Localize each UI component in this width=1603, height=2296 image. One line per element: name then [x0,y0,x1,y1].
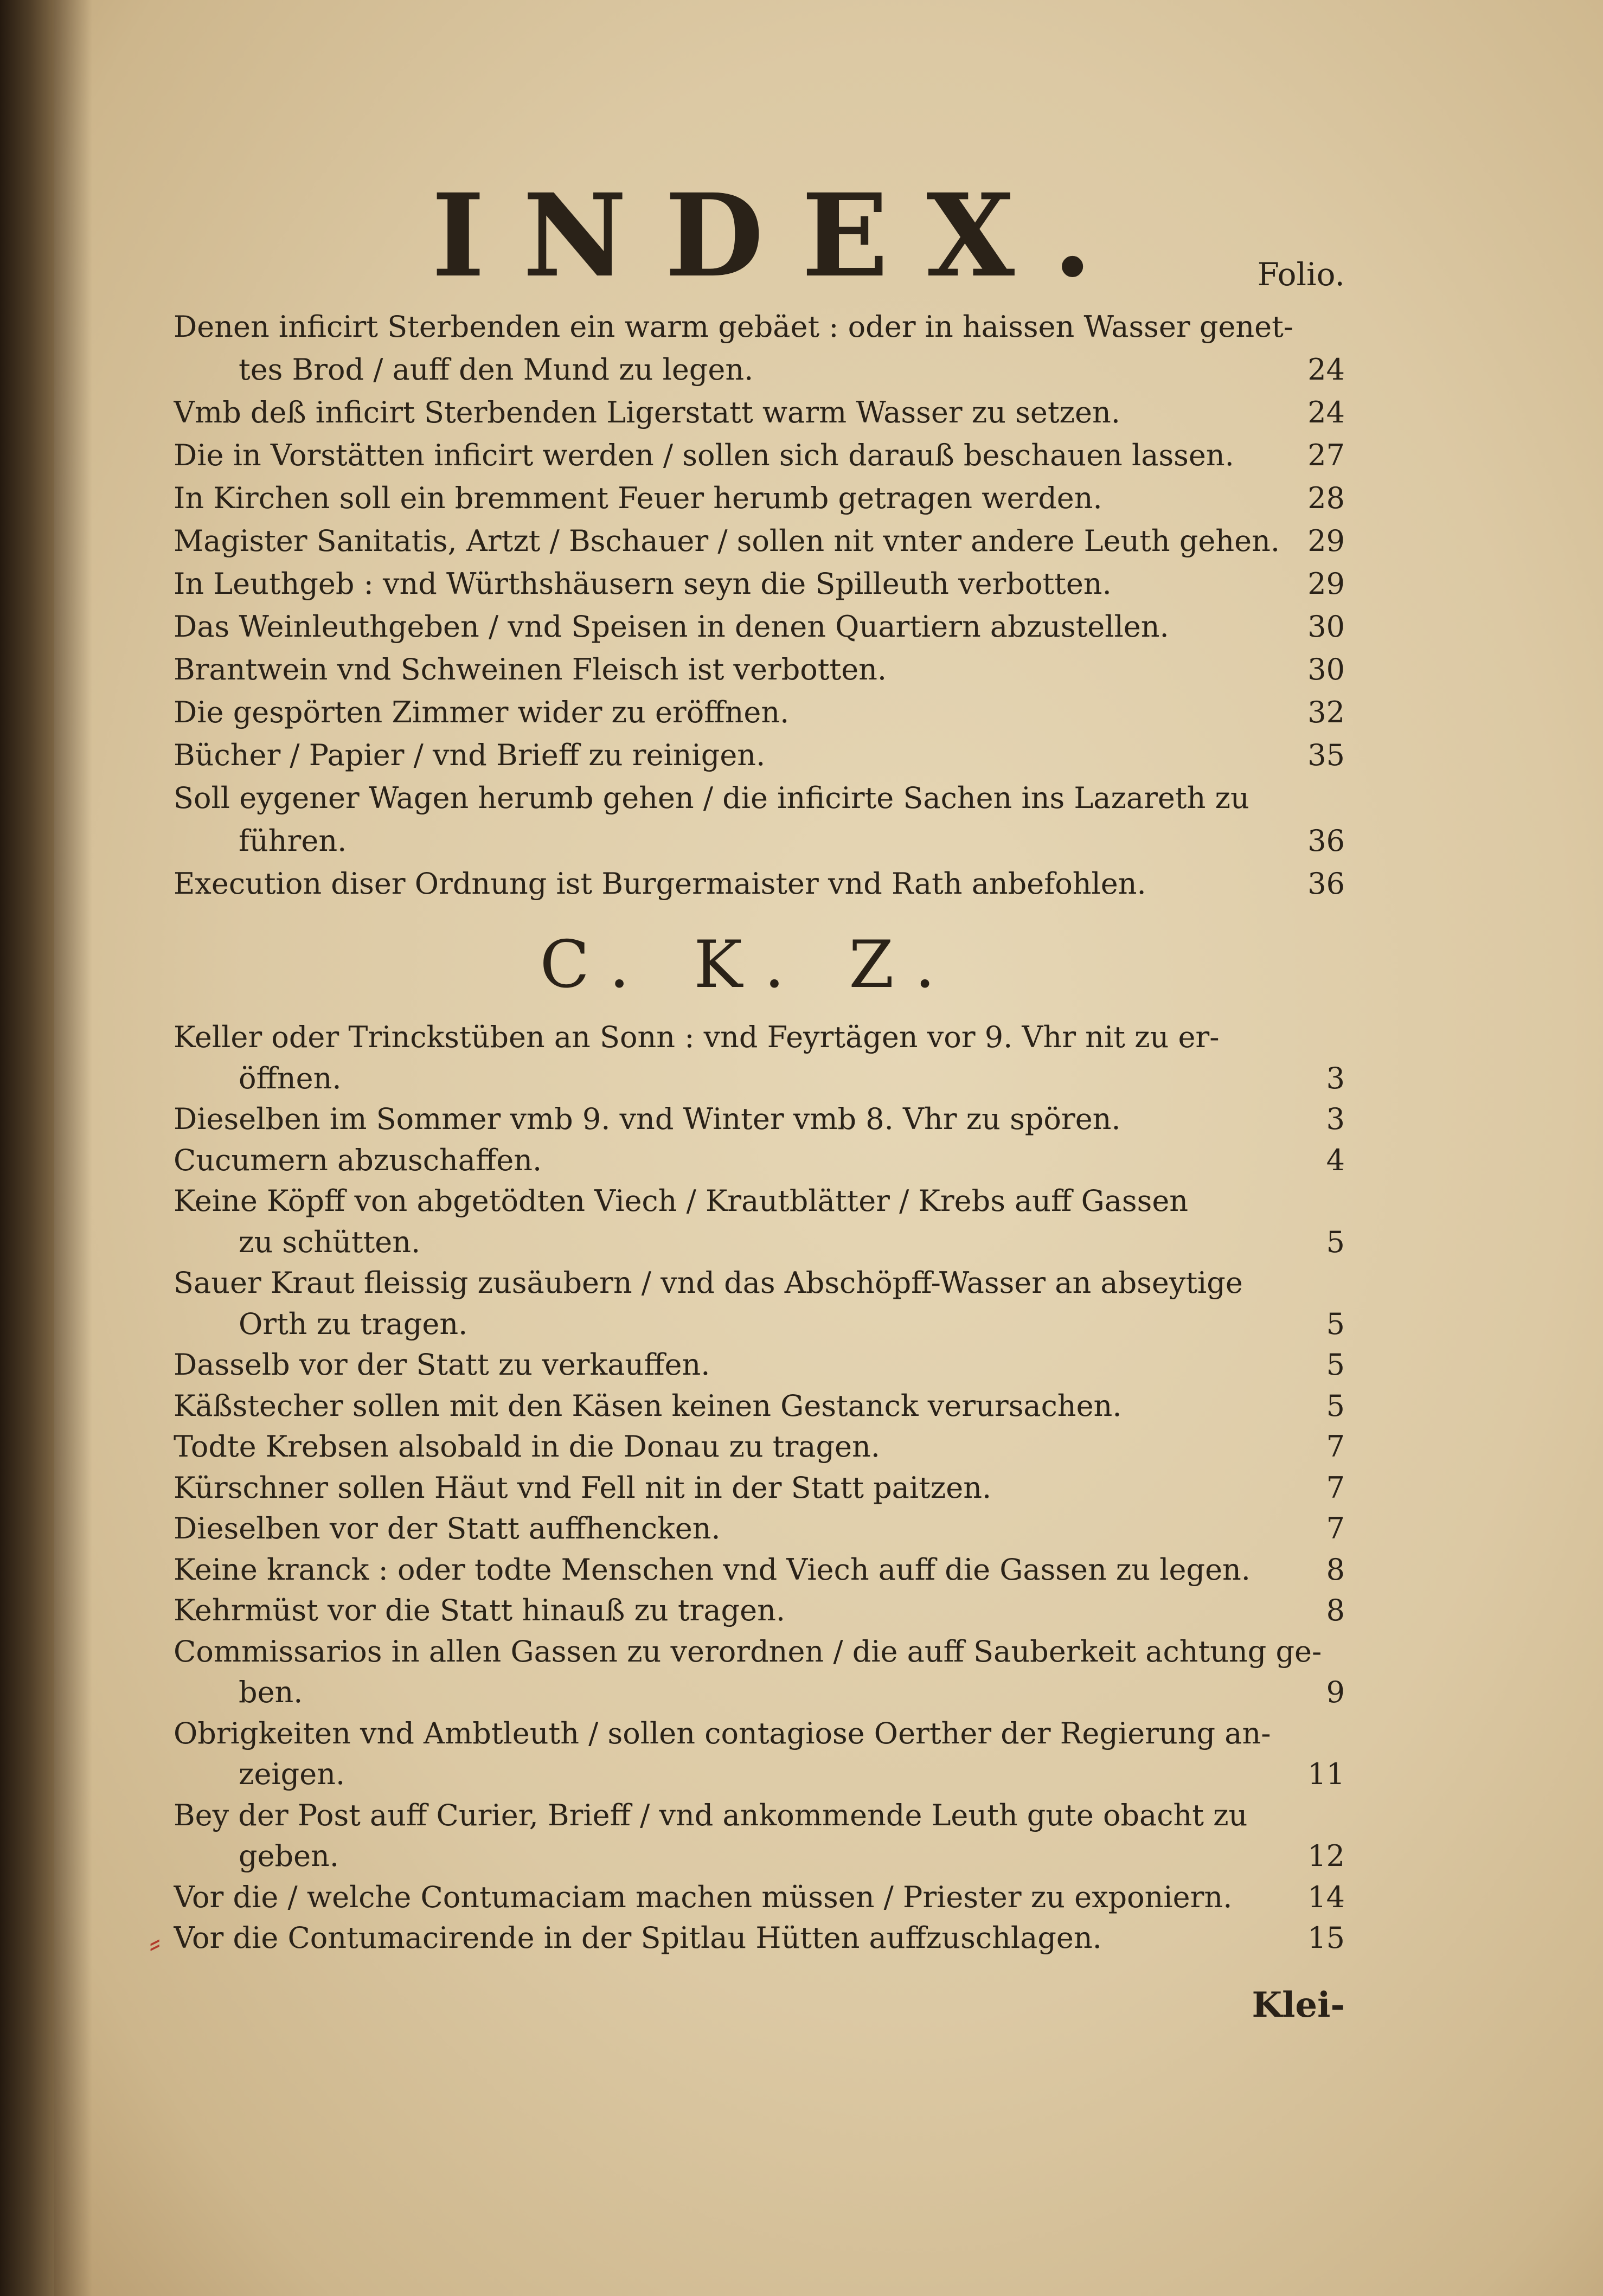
index-entry-line [174,1552,1345,1588]
index-entry-line [174,523,1345,559]
index-entry-line [174,1429,1345,1465]
index-entry-page: 29 [1307,567,1345,601]
index-entry-text: ben. [239,1675,303,1709]
index-entry-text: Vor die / welche Contumaciam machen müssen / Priester zu exponiern. [174,1880,1233,1914]
index-entry-text: Bücher / Papier / vnd Brieff zu reinigen. [174,738,766,772]
index-entry-text: tes Brod / auff den Mund zu legen. [239,352,754,387]
index-entry-line [174,1634,1345,1670]
index-entry-line [174,480,1345,516]
index-entry-line [174,1061,1345,1096]
index-entry-page: 5 [1326,1224,1345,1259]
index-entry-page: 30 [1307,652,1345,687]
index-entry-page: 3 [1326,1061,1345,1095]
index-entry-line [174,609,1345,645]
index-entry-line [174,1880,1345,1915]
index-entry-text: Dieselben im Sommer vmb 9. vnd Winter vmb 8. Vhr zu spören. [174,1102,1121,1136]
index-entry-line [174,309,1345,345]
book-spine [0,0,54,2296]
index-entry-text: Die in Vorstätten inficirt werden / sollen sich darauß beschauen lassen. [174,438,1234,472]
index-entry-text: Sauer Kraut fleissig zusäubern / vnd das Abschöpff-Wasser an abseytige [174,1266,1243,1300]
section-heading: C. K. Z. [540,927,957,1003]
index-entry-text: Dasselb vor der Statt zu verkauffen. [174,1348,710,1382]
index-entry-line [174,395,1345,431]
index-entry-line [174,1224,1345,1260]
index-entry-page: 29 [1307,524,1345,558]
index-entry-line [174,352,1345,388]
index-entry-page: 5 [1326,1388,1345,1423]
index-entry-line [174,1716,1345,1752]
index-entry-line [174,780,1345,816]
index-entry-text: Dieselben vor der Statt auffhencken. [174,1511,721,1545]
index-entry-text: Denen inficirt Sterbenden ein warm gebäet : oder in haissen Wasser genet- [174,310,1294,344]
index-entry-page: 14 [1307,1880,1345,1914]
index-entry-line [174,1306,1345,1342]
index-entry-line [174,1388,1345,1424]
index-entry-page: 12 [1307,1839,1345,1873]
index-entry-line [174,695,1345,730]
book-page [54,0,1603,2296]
index-entry-page: 8 [1326,1552,1345,1587]
index-entry-text: Execution diser Ordnung ist Burgermaister vnd Rath anbefohlen. [174,867,1146,901]
index-entry-line [174,1511,1345,1547]
index-entry-text: In Kirchen soll ein bremment Feuer herumb getragen werden. [174,481,1102,515]
index-entry-text: Kürschner sollen Häut vnd Fell nit in der Statt paitzen. [174,1470,992,1505]
index-entry-line [174,1798,1345,1833]
index-entry-text: Kehrmüst vor die Statt hinauß zu tragen. [174,1593,786,1627]
index-entry-page: 35 [1307,738,1345,772]
index-entry-line [174,1143,1345,1178]
index-entry-text: Käßstecher sollen mit den Käsen keinen Gestanck verursachen. [174,1388,1122,1423]
index-entry-page: 9 [1326,1675,1345,1709]
index-entry-line [174,1756,1345,1792]
index-entry-line [174,1265,1345,1301]
index-entry-page: 27 [1307,438,1345,472]
index-entry-page: 28 [1307,481,1345,515]
index-entry-line [174,823,1345,859]
index-entry-line [174,1347,1345,1383]
index-entry-text: Das Weinleuthgeben / vnd Speisen in denen Quartiern abzustellen. [174,610,1169,644]
index-entry-text: geben. [239,1839,339,1873]
index-entry-line [174,1470,1345,1506]
index-entry-line [174,652,1345,688]
index-entry-page: 7 [1326,1511,1345,1545]
index-entry-line [174,566,1345,602]
index-entry-page: 3 [1326,1102,1345,1136]
index-entry-text: Vmb deß inficirt Sterbenden Ligerstatt warm Wasser zu setzen. [174,395,1120,429]
index-entry-text: In Leuthgeb : vnd Würthshäusern seyn die Spilleuth verbotten. [174,567,1112,601]
index-entry-line [174,1183,1345,1219]
index-entry-line [174,1593,1345,1628]
index-entry-text: Todte Krebsen alsobald in die Donau zu tragen. [174,1429,880,1464]
index-entry-page: 7 [1326,1429,1345,1464]
index-entry-text: zeigen. [239,1757,345,1791]
index-entry-page: 36 [1307,824,1345,858]
index-entry-page: 8 [1326,1593,1345,1627]
index-entry-text: Bey der Post auff Curier, Brieff / vnd ankommende Leuth gute obacht zu [174,1798,1248,1832]
folio-header: Folio. [1257,256,1345,293]
index-entry-text: Orth zu tragen. [239,1306,468,1341]
index-entry-line [174,1920,1345,1956]
catchword: Klei- [1252,1985,1345,2025]
index-entry-text: öffnen. [239,1061,342,1095]
red-margin-mark: ⸗ [149,1922,161,1962]
index-entry-text: Obrigkeiten vnd Ambtleuth / sollen contagiose Oerther der Regierung an- [174,1716,1271,1750]
index-entry-line [174,1019,1345,1055]
index-entry-page: 11 [1307,1757,1345,1791]
index-entry-text: Keine Köpff von abgetödten Viech / Krautblätter / Krebs auff Gassen [174,1184,1189,1218]
index-entry-page: 4 [1326,1143,1345,1177]
page-title: INDEX. [431,169,1131,303]
index-entry-page: 5 [1326,1306,1345,1341]
index-entry-line [174,737,1345,773]
index-entry-line [174,1838,1345,1874]
index-entry-text: Soll eygener Wagen herumb gehen / die inficirte Sachen ins Lazareth zu [174,781,1249,815]
index-entry-line [174,866,1345,902]
index-entry-text: Die gespörten Zimmer wider zu eröffnen. [174,695,790,729]
index-entry-text: Magister Sanitatis, Artzt / Bschauer / sollen nit vnter andere Leuth gehen. [174,524,1280,558]
index-entry-text: Cucumern abzuschaffen. [174,1143,542,1177]
index-entry-page: 24 [1307,352,1345,387]
index-entry-line [174,438,1345,473]
index-entry-text: Commissarios in allen Gassen zu verordnen / die auff Sauberkeit achtung ge- [174,1634,1322,1669]
index-entry-text: Vor die Contumacirende in der Spitlau Hütten auffzuschlagen. [174,1921,1102,1955]
index-entry-text: Keller oder Trinckstüben an Sonn : vnd Feyrtägen vor 9. Vhr nit zu er- [174,1020,1220,1054]
index-entry-page: 15 [1307,1921,1345,1955]
index-entry-page: 32 [1307,695,1345,729]
page-gutter-shadow [54,0,92,2296]
index-entry-page: 24 [1307,395,1345,429]
index-entry-text: Brantwein vnd Schweinen Fleisch ist verbotten. [174,652,887,687]
index-entry-page: 36 [1307,867,1345,901]
index-entry-line [174,1675,1345,1710]
index-entry-text: Keine kranck : oder todte Menschen vnd Viech auff die Gassen zu legen. [174,1552,1251,1587]
index-entry-text: zu schütten. [239,1224,421,1259]
index-entry-text: führen. [239,824,347,858]
index-entry-page: 5 [1326,1348,1345,1382]
index-entry-page: 7 [1326,1470,1345,1505]
index-entry-line [174,1101,1345,1137]
index-entry-page: 30 [1307,610,1345,644]
